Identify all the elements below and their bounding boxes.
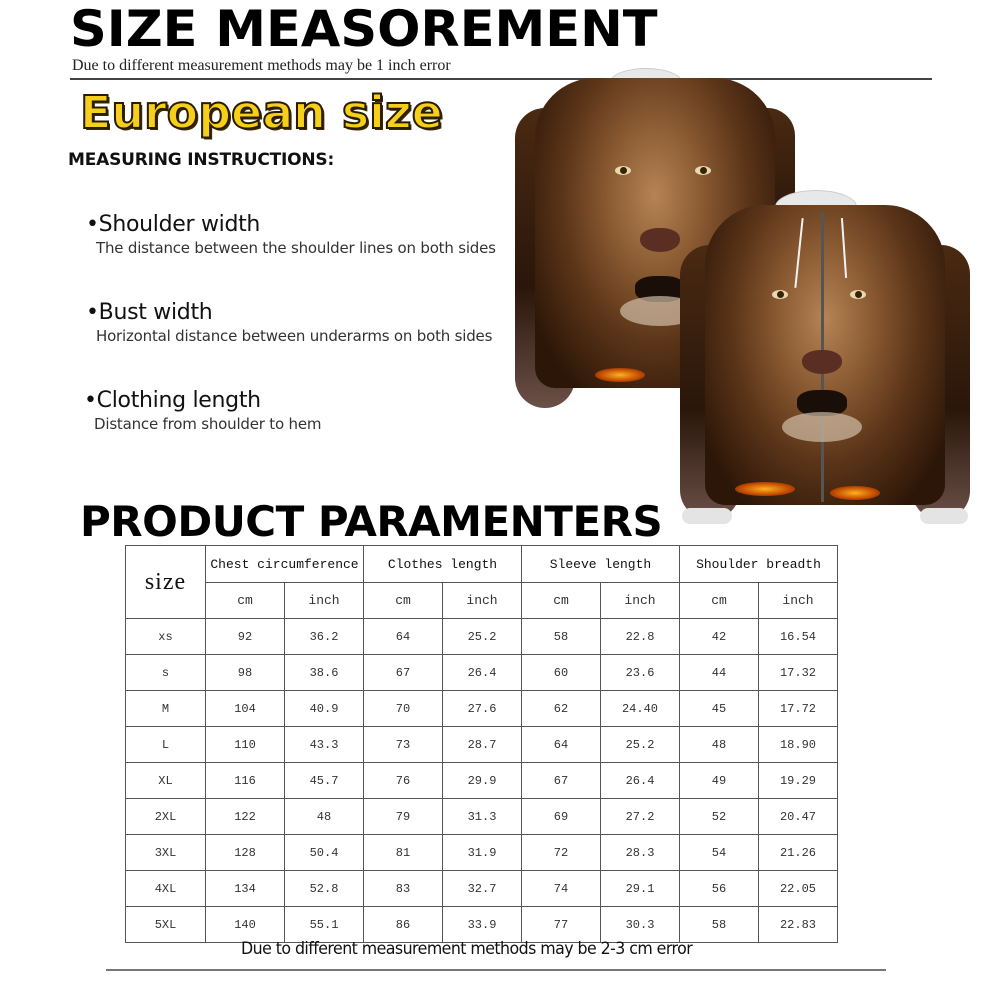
divider-bottom: [106, 969, 886, 971]
instruction-title: •Bust width: [86, 300, 213, 325]
value-cell: 110: [206, 727, 285, 763]
instruction-title: •Shoulder width: [86, 212, 261, 237]
size-cell: 3XL: [126, 835, 206, 871]
value-cell: 22.05: [759, 871, 838, 907]
value-cell: 86: [364, 907, 443, 943]
right-cuff: [920, 508, 968, 524]
size-cell: 4XL: [126, 871, 206, 907]
size-column-header: size: [126, 546, 206, 619]
value-cell: 17.72: [759, 691, 838, 727]
value-cell: 18.90: [759, 727, 838, 763]
value-cell: 50.4: [285, 835, 364, 871]
unit-inch: inch: [759, 583, 838, 619]
value-cell: 72: [522, 835, 601, 871]
value-cell: 29.1: [601, 871, 680, 907]
value-cell: 64: [522, 727, 601, 763]
value-cell: 25.2: [443, 619, 522, 655]
value-cell: 27.6: [443, 691, 522, 727]
value-cell: 31.9: [443, 835, 522, 871]
value-cell: 122: [206, 799, 285, 835]
instruction-description: The distance between the shoulder lines on both sides: [96, 239, 496, 257]
instructions-heading: MEASURING INSTRUCTIONS:: [68, 150, 335, 170]
table-row: [126, 691, 838, 727]
value-cell: 28.7: [443, 727, 522, 763]
header-clothes-length: Clothes length: [364, 546, 522, 583]
value-cell: 74: [522, 871, 601, 907]
value-cell: 38.6: [285, 655, 364, 691]
instruction-title: •Clothing length: [84, 388, 261, 413]
value-cell: 76: [364, 763, 443, 799]
value-cell: 52.8: [285, 871, 364, 907]
value-cell: 40.9: [285, 691, 364, 727]
error-note-inch: Due to different measurement methods may be 1 inch error: [72, 57, 451, 74]
value-cell: 128: [206, 835, 285, 871]
unit-cm: cm: [364, 583, 443, 619]
value-cell: 48: [680, 727, 759, 763]
value-cell: 79: [364, 799, 443, 835]
value-cell: 32.7: [443, 871, 522, 907]
lion-eye-icon: [850, 290, 866, 299]
lion-nose: [640, 228, 680, 252]
value-cell: 26.4: [601, 763, 680, 799]
unit-inch: inch: [285, 583, 364, 619]
table-row: [126, 655, 838, 691]
size-cell: M: [126, 691, 206, 727]
value-cell: 116: [206, 763, 285, 799]
value-cell: 140: [206, 907, 285, 943]
lion-eye-icon: [695, 166, 711, 175]
value-cell: 73: [364, 727, 443, 763]
value-cell: 23.6: [601, 655, 680, 691]
value-cell: 43.3: [285, 727, 364, 763]
instruction-bust-width: [86, 300, 492, 345]
value-cell: 64: [364, 619, 443, 655]
instruction-description: Distance from shoulder to hem: [94, 415, 322, 433]
value-cell: 27.2: [601, 799, 680, 835]
table-row: [126, 907, 838, 943]
lion-eye-icon: [772, 290, 788, 299]
value-cell: 22.83: [759, 907, 838, 943]
value-cell: 31.3: [443, 799, 522, 835]
lion-nose: [802, 350, 842, 374]
value-cell: 29.9: [443, 763, 522, 799]
value-cell: 24.40: [601, 691, 680, 727]
page-title: SIZE MEASOREMENT: [70, 0, 658, 58]
value-cell: 45: [680, 691, 759, 727]
value-cell: 33.9: [443, 907, 522, 943]
value-cell: 104: [206, 691, 285, 727]
size-chart-table: [125, 545, 838, 943]
table-row: [126, 619, 838, 655]
lion-eye-icon: [615, 166, 631, 175]
value-cell: 58: [680, 907, 759, 943]
header-shoulder-breadth: Shoulder breadth: [680, 546, 838, 583]
size-cell: L: [126, 727, 206, 763]
value-cell: 55.1: [285, 907, 364, 943]
value-cell: 25.2: [601, 727, 680, 763]
size-cell: XL: [126, 763, 206, 799]
value-cell: 19.29: [759, 763, 838, 799]
lion-beard: [782, 412, 862, 442]
value-cell: 48: [285, 799, 364, 835]
value-cell: 77: [522, 907, 601, 943]
value-cell: 134: [206, 871, 285, 907]
table-group-header-row: [126, 546, 838, 583]
value-cell: 69: [522, 799, 601, 835]
value-cell: 44: [680, 655, 759, 691]
size-cell: s: [126, 655, 206, 691]
value-cell: 60: [522, 655, 601, 691]
table-unit-header-row: [126, 583, 838, 619]
instruction-shoulder-width: [86, 212, 496, 257]
value-cell: 52: [680, 799, 759, 835]
zip-hoodie-image: [680, 190, 970, 530]
error-note-cm: Due to different measurement methods may be 2-3 cm error: [241, 939, 693, 959]
table-row: [126, 871, 838, 907]
value-cell: 45.7: [285, 763, 364, 799]
value-cell: 67: [364, 655, 443, 691]
unit-inch: inch: [601, 583, 680, 619]
value-cell: 30.3: [601, 907, 680, 943]
value-cell: 83: [364, 871, 443, 907]
value-cell: 20.47: [759, 799, 838, 835]
value-cell: 54: [680, 835, 759, 871]
value-cell: 26.4: [443, 655, 522, 691]
value-cell: 36.2: [285, 619, 364, 655]
table-row: [126, 763, 838, 799]
divider-top: [70, 78, 932, 80]
value-cell: 49: [680, 763, 759, 799]
value-cell: 42: [680, 619, 759, 655]
value-cell: 22.8: [601, 619, 680, 655]
table-row: [126, 727, 838, 763]
value-cell: 28.3: [601, 835, 680, 871]
size-cell: 2XL: [126, 799, 206, 835]
params-heading: PRODUCT PARAMENTERS: [80, 497, 663, 546]
unit-cm: cm: [206, 583, 285, 619]
value-cell: 98: [206, 655, 285, 691]
value-cell: 56: [680, 871, 759, 907]
value-cell: 81: [364, 835, 443, 871]
unit-cm: cm: [522, 583, 601, 619]
value-cell: 92: [206, 619, 285, 655]
value-cell: 21.26: [759, 835, 838, 871]
value-cell: 70: [364, 691, 443, 727]
value-cell: 17.32: [759, 655, 838, 691]
region-label: European size: [80, 86, 443, 139]
header-chest-circumference: Chest circumference: [206, 546, 364, 583]
value-cell: 58: [522, 619, 601, 655]
fire-accent: [595, 368, 645, 382]
instruction-clothing-length: [84, 388, 321, 433]
size-cell: xs: [126, 619, 206, 655]
instruction-description: Horizontal distance between underarms on both sides: [96, 327, 493, 345]
unit-inch: inch: [443, 583, 522, 619]
header-sleeve-length: Sleeve length: [522, 546, 680, 583]
fire-accent: [735, 482, 795, 496]
value-cell: 62: [522, 691, 601, 727]
size-cell: 5XL: [126, 907, 206, 943]
table-row: [126, 799, 838, 835]
value-cell: 16.54: [759, 619, 838, 655]
table-row: [126, 835, 838, 871]
fire-accent: [830, 486, 880, 500]
left-cuff: [682, 508, 732, 524]
value-cell: 67: [522, 763, 601, 799]
unit-cm: cm: [680, 583, 759, 619]
